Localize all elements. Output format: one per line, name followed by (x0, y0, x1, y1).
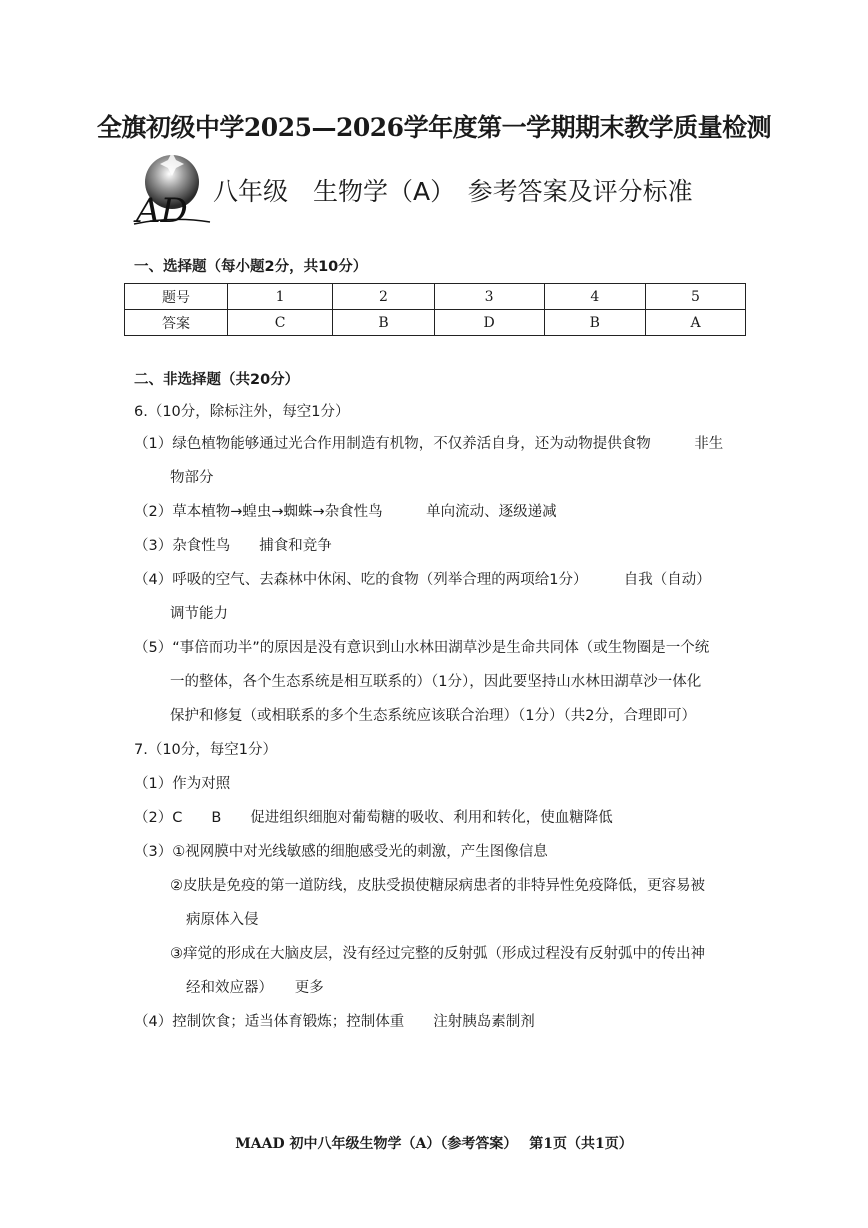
table-cell: 5 (646, 284, 746, 310)
table-cell: 答案 (125, 310, 228, 336)
table-cell: A (646, 310, 746, 336)
q7-3-line: （3）①视网膜中对光线敏感的细胞感受光的刺激，产生图像信息 (134, 844, 548, 860)
page-footer: MAAD 初中八年级生物学（A）（参考答案） 第1页（共1页） (235, 1136, 633, 1152)
section2-heading: 二、非选择题（共20分） (134, 372, 300, 388)
q7-3-item3-cont: 经和效应器） 更多 (186, 980, 324, 996)
answer-table (124, 283, 746, 336)
q6-1-cont: 物部分 (170, 470, 214, 486)
table-cell: 题号 (125, 284, 228, 310)
table-cell: C (228, 310, 333, 336)
section1-heading: 一、选择题（每小题2分，共10分） (134, 259, 368, 275)
table-cell: 2 (333, 284, 434, 310)
q7-3-item3: ③痒觉的形成在大脑皮层，没有经过完整的反射弧（形成过程没有反射弧中的传出神 (170, 946, 705, 962)
table-cell: D (434, 310, 544, 336)
exam-title: 全旗初级中学2025—2026学年度第一学期期末教学质量检测 (96, 113, 772, 142)
table-cell: 1 (228, 284, 333, 310)
table-row (125, 310, 746, 336)
q6-5-cont2: 保护和修复（或相联系的多个生态系统应该联合治理）（1分）（共2分，合理即可） (170, 708, 696, 724)
table-cell: B (333, 310, 434, 336)
table-cell: 3 (434, 284, 544, 310)
q6-2-line: （2）草本植物→蝗虫→蜘蛛→杂食性鸟 单向流动、逐级递减 (134, 504, 557, 520)
q6-header: 6.（10分，除标注外，每空1分） (134, 404, 350, 420)
q7-header: 7.（10分，每空1分） (134, 742, 278, 758)
q6-5-cont: 一的整体，各个生态系统是相互联系的）（1分），因此要坚持山水林田湖草沙一体化 (170, 674, 702, 690)
q7-4-line: （4）控制饮食；适当体育锻炼；控制体重 注射胰岛素制剂 (134, 1014, 535, 1030)
table-cell: 4 (544, 284, 645, 310)
q7-2-line: （2）C B 促进组织细胞对葡萄糖的吸收、利用和转化，使血糖降低 (134, 810, 613, 826)
page-subtitle: 八年级 生物学（A） 参考答案及评分标准 (213, 177, 693, 206)
q7-1-line: （1）作为对照 (134, 776, 231, 792)
q6-4-line: （4）呼吸的空气、去森林中休闲、吃的食物（列举合理的两项给1分） 自我（自动） (134, 572, 711, 588)
table-cell: B (544, 310, 645, 336)
q7-3-item2-cont: 病原体入侵 (186, 912, 259, 928)
q6-1-line: （1）绿色植物能够通过光合作用制造有机物，不仅养活自身，还为动物提供食物 非生 (134, 436, 724, 452)
svg-text:AD: AD (136, 191, 188, 228)
table-row (125, 284, 746, 310)
q6-4-cont: 调节能力 (170, 606, 228, 622)
logo-icon (132, 150, 214, 228)
q6-3-line: （3）杂食性鸟 捕食和竞争 (134, 538, 332, 554)
q7-3-item2: ②皮肤是免疫的第一道防线，皮肤受损使糖尿病患者的非特异性免疫降低，更容易被 (170, 878, 705, 894)
q6-5-line: （5）“事倍而功半”的原因是没有意识到山水林田湖草沙是生命共同体（或生物圈是一个统 (134, 640, 710, 656)
